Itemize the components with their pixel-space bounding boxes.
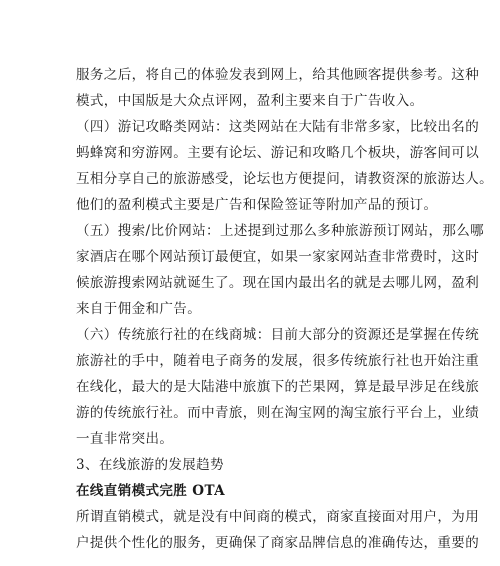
- paragraph-line: （四）游记攻略类网站：这类网站在大陆有非常多家，比较出名的: [76, 119, 480, 135]
- paragraph-line: 来自于佣金和广告。: [76, 301, 202, 317]
- paragraph-line: （六）传统旅行社的在线商城：目前大部分的资源还是掌握在传统: [76, 327, 480, 343]
- paragraph-line: 一直非常突出。: [76, 431, 174, 447]
- paragraph-line: 互相分享自己的旅游感受，论坛也方便提问，请教资深的旅游达人。: [76, 171, 493, 187]
- paragraph-line: 他们的盈利模式主要是广告和保险签证等附加产品的预订。: [76, 197, 438, 213]
- paragraph-line: （五）搜索/比价网站：上述提到过那么多种旅游预订网站，那么哪: [76, 223, 485, 239]
- paragraph-line: 在线化，最大的是大陆港中旅旗下的芒果网，算是最早涉足在线旅: [76, 379, 480, 395]
- paragraph-line: 旅游社的手中，随着电子商务的发展，很多传统旅行社也开始注重: [76, 353, 480, 369]
- paragraph-line: 蚂蜂窝和穷游网。主要有论坛、游记和攻略几个板块，游客间可以: [76, 145, 480, 161]
- paragraph-line: 所谓直销模式，就是没有中间商的模式，商家直接面对用户，为用: [76, 509, 480, 525]
- paragraph-line: 候旅游搜索网站就诞生了。现在国内最出名的就是去哪儿网，盈利: [76, 275, 480, 291]
- bold-subheading: 在线直销模式完胜 OTA: [76, 483, 226, 499]
- paragraph-line: 模式，中国版是大众点评网，盈利主要来自于广告收入。: [76, 93, 424, 109]
- paragraph-line: 户提供个性化的服务，更确保了商家品牌信息的准确传达，重要的: [76, 535, 480, 551]
- paragraph-line: 服务之后，将自己的体验发表到网上，给其他顾客提供参考。这种: [76, 67, 480, 83]
- paragraph-line: 游的传统旅行社。而中青旅，则在淘宝网的淘宝旅行平台上，业绩: [76, 405, 480, 421]
- section-heading: 3、在线旅游的发展趋势: [76, 457, 224, 473]
- paragraph-line: 家酒店在哪个网站预订最便宜，如果一家家网站查非常费时，这时: [76, 249, 480, 265]
